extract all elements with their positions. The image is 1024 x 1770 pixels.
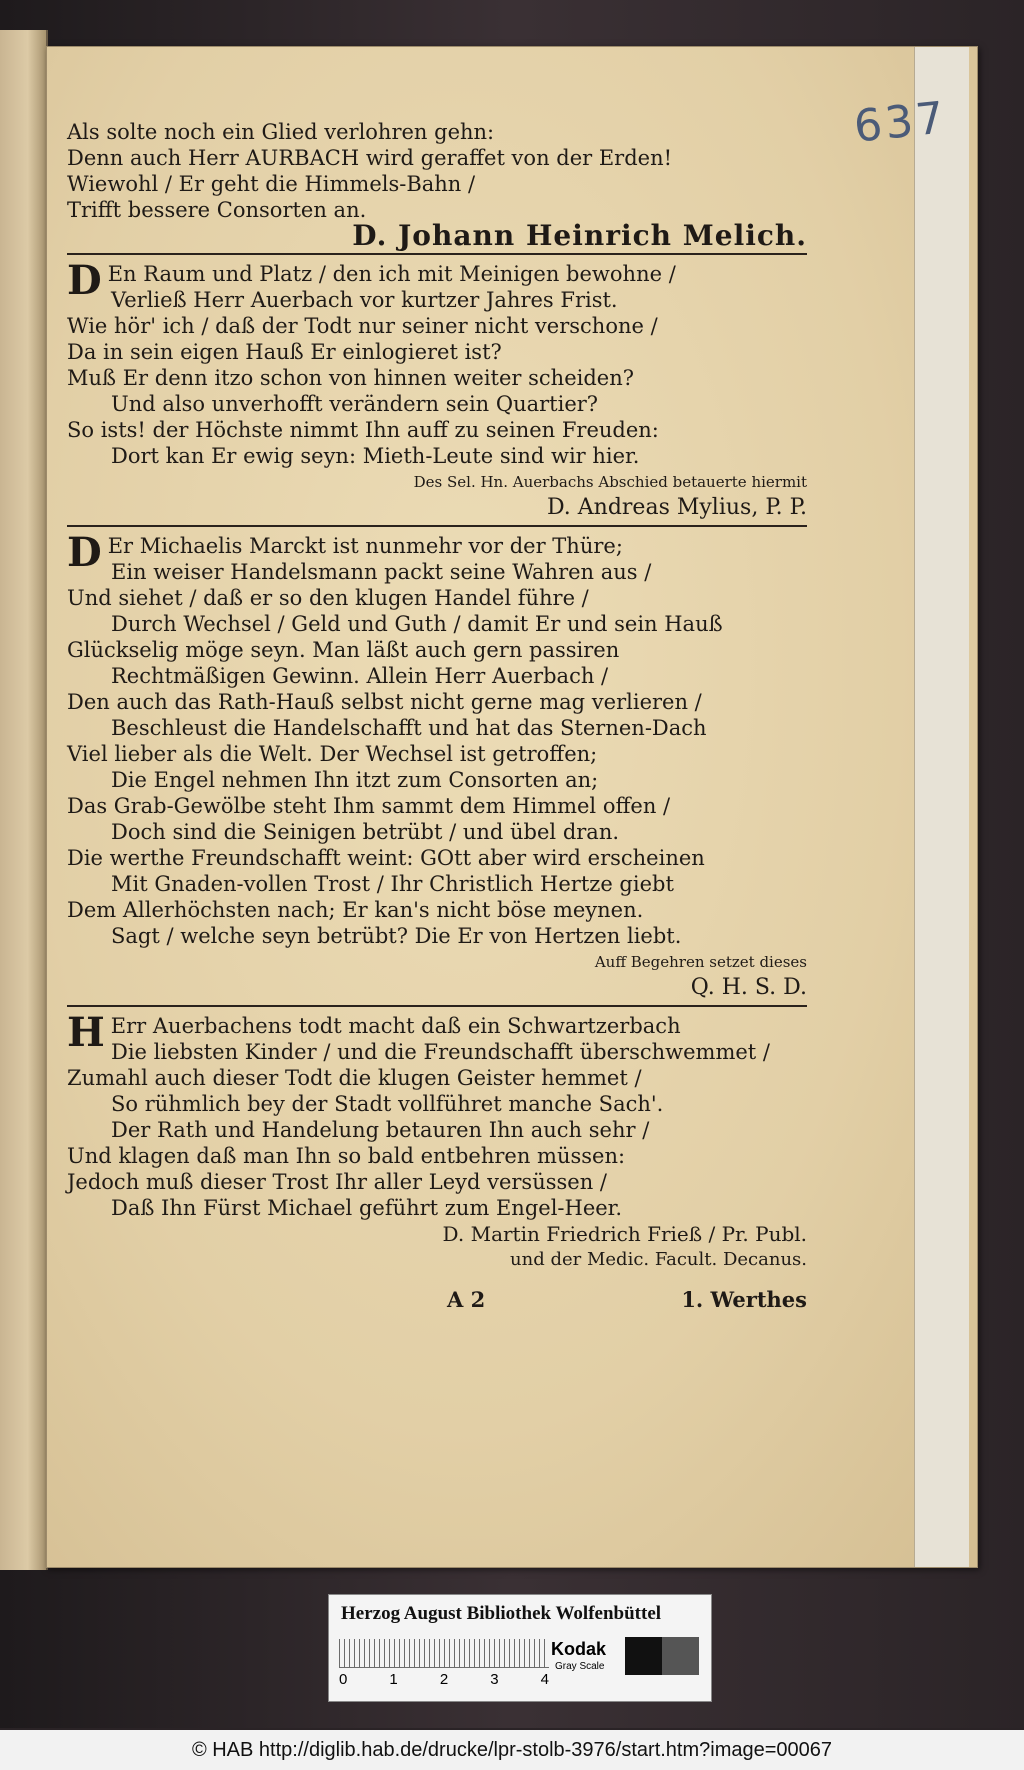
drop-cap: D xyxy=(67,529,102,576)
poem-line: Der Rath und Handelung betauren Ihn auch sehr / xyxy=(111,1118,650,1142)
poem-line: Das Grab-Gewölbe steht Ihm sammt dem Himmel offen / xyxy=(67,794,671,818)
poem-line: Beschleust die Handelschafft und hat das Sternen-Dach xyxy=(111,716,707,740)
library-name: Herzog August Bibliothek Wolfenbüttel xyxy=(341,1603,662,1624)
poem-note: Des Sel. Hn. Auerbachs Abschied betauerte hiermit xyxy=(413,473,807,491)
poem-line: En Raum und Platz / den ich mit Meinigen bewohne / xyxy=(107,262,676,286)
poem-author: D. Johann Heinrich Melich. xyxy=(352,219,807,252)
kodak-brand: Kodak xyxy=(551,1639,607,1659)
divider-rule xyxy=(67,525,807,527)
divider-rule xyxy=(67,253,807,255)
signature-mark: A 2 xyxy=(447,1287,486,1312)
poem-line: Glückselig möge seyn. Man läßt auch gern passiren xyxy=(67,638,620,662)
poem-note: Auff Begehren setzet dieses xyxy=(594,953,807,971)
kodak-sub-label: Gray Scale xyxy=(555,1661,605,1672)
poem-line: Und siehet / daß er so den klugen Handel führe / xyxy=(67,586,589,610)
poem-line: Er Michaelis Marckt ist nunmehr vor der Thüre; xyxy=(107,534,623,558)
divider-rule xyxy=(67,1005,807,1007)
poem-2 xyxy=(67,257,807,521)
poem-line: Dort kan Er ewig seyn: Mieth-Leute sind wir hier. xyxy=(111,444,640,468)
poem-line: Wie hör' ich / daß der Todt nur seiner nicht verschone / xyxy=(67,314,658,338)
catchword: 1. Werthes xyxy=(681,1287,807,1312)
poem-1 xyxy=(67,119,807,252)
poem-line: Sagt / welche seyn betrübt? Die Er von Hertzen liebt. xyxy=(111,924,682,948)
poem-line: Daß Ihn Fürst Michael geführt zum Engel-Heer. xyxy=(111,1196,623,1220)
poem-author-title: und der Medic. Facult. Decanus. xyxy=(510,1249,807,1270)
poem-line: Ein weiser Handelsmann packt seine Wahren aus / xyxy=(111,560,652,584)
poem-line: Zumahl auch dieser Todt die klugen Geister hemmet / xyxy=(67,1066,642,1090)
gray-scale-patch xyxy=(625,1637,699,1675)
poem-line: Und klagen daß man Ihn so bald entbehren müssen: xyxy=(67,1144,626,1168)
poem-line: Viel lieber als die Welt. Der Wechsel ist getroffen; xyxy=(67,742,598,766)
text-column xyxy=(67,119,807,1313)
ruler-numbers xyxy=(339,1671,549,1688)
poem-line: Dem Allerhöchsten nach; Er kan's nicht böse meynen. xyxy=(67,898,644,922)
drop-cap: D xyxy=(67,257,102,304)
poem-3 xyxy=(67,529,807,1001)
poem-line: Err Auerbachens todt macht daß ein Schwartzerbach xyxy=(110,1014,681,1038)
source-caption: © HAB http://diglib.hab.de/drucke/lpr-stolb-3976/start.htm?image=00067 xyxy=(0,1730,1024,1770)
handwritten-page-number: 637 xyxy=(851,92,950,153)
poem-line: Jedoch muß dieser Trost Ihr aller Leyd versüssen / xyxy=(67,1170,607,1194)
poem-author: D. Andreas Mylius, P. P. xyxy=(546,495,807,520)
library-color-target xyxy=(328,1594,712,1702)
poem-line: So ists! der Höchste nimmt Ihn auff zu seinen Freuden: xyxy=(67,418,659,442)
poem-line: Als solte noch ein Glied verlohren gehn: xyxy=(67,120,495,144)
ruler-number: 3 xyxy=(490,1671,499,1688)
ruler-number: 0 xyxy=(339,1671,348,1688)
poem-line: Rechtmäßigen Gewinn. Allein Herr Auerbach / xyxy=(111,664,609,688)
poem-line: Die Engel nehmen Ihn itzt zum Consorten an; xyxy=(111,768,599,792)
poem-author: Q. H. S. D. xyxy=(690,975,807,1000)
poem-line: Mit Gnaden-vollen Trost / Ihr Christlich Hertze giebt xyxy=(111,872,674,896)
scale-ruler xyxy=(339,1639,549,1668)
poem-line: Trifft bessere Consorten an. xyxy=(67,198,367,222)
ruler-number: 1 xyxy=(389,1671,398,1688)
poem-line: Durch Wechsel / Geld und Guth / damit Er und sein Hauß xyxy=(111,612,723,636)
previous-page-edge xyxy=(0,30,48,1570)
drop-cap: H xyxy=(67,1009,105,1056)
document-page xyxy=(46,46,978,1568)
poem-line: Die werthe Freundschafft weint: GOtt aber wird erscheinen xyxy=(67,846,705,870)
ruler-number: 2 xyxy=(439,1671,449,1688)
poem-line: So rühmlich bey der Stadt vollführet manche Sach'. xyxy=(111,1092,664,1116)
page-footer xyxy=(67,1287,807,1313)
poem-line: Die liebsten Kinder / und die Freundschafft überschwemmet / xyxy=(111,1040,770,1064)
poem-line: Denn auch Herr AURBACH wird geraffet von der Erden! xyxy=(67,146,673,170)
page-margin-strip xyxy=(914,47,969,1567)
poem-line: Und also unverhofft verändern sein Quartier? xyxy=(111,392,599,416)
poem-line: Verließ Herr Auerbach vor kurtzer Jahres Frist. xyxy=(111,288,618,312)
ruler-number: 4 xyxy=(540,1671,549,1688)
poem-line: Da in sein eigen Hauß Er einlogieret ist? xyxy=(67,340,502,364)
poem-line: Wiewohl / Er geht die Himmels-Bahn / xyxy=(67,172,476,196)
poem-4 xyxy=(67,1009,807,1273)
poem-author: D. Martin Friedrich Frieß / Pr. Publ. xyxy=(442,1222,807,1246)
poem-line: Muß Er denn itzo schon von hinnen weiter scheiden? xyxy=(67,366,634,390)
poem-line: Den auch das Rath-Hauß selbst nicht gerne mag verlieren / xyxy=(67,690,702,714)
poem-line: Doch sind die Seinigen betrübt / und übel dran. xyxy=(111,820,620,844)
